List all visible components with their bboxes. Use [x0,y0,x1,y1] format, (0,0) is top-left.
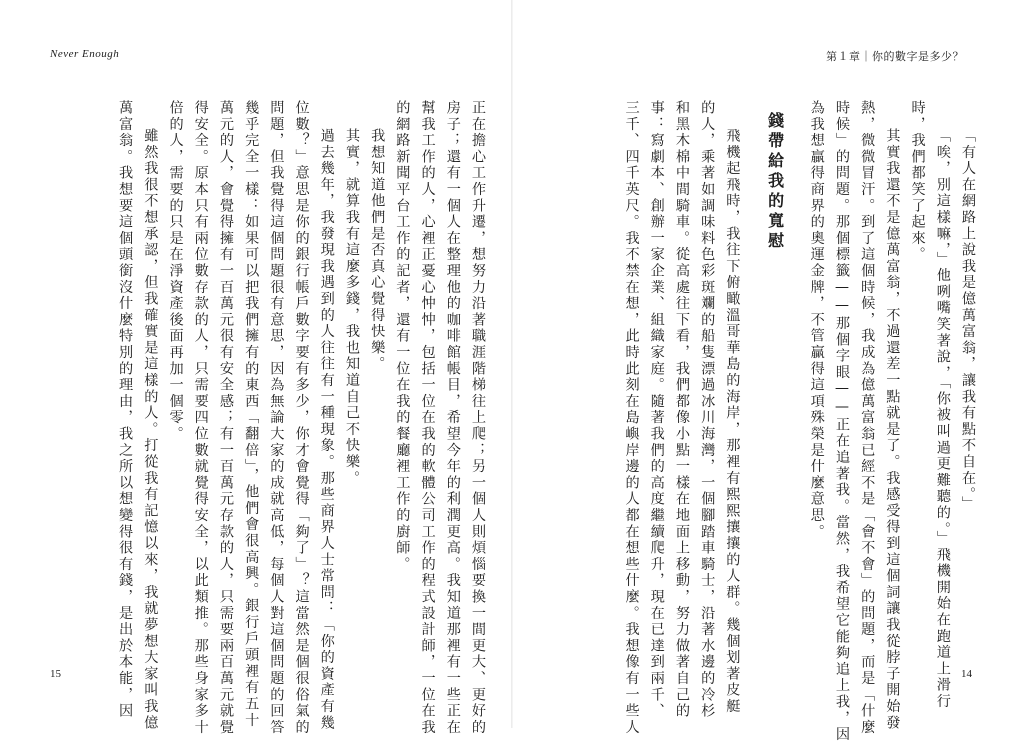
left-page-number: 15 [50,668,61,680]
text-column: 時候」的問題。那個標籤——那個字眼——正在追著我。當然，我希望它能夠追上我，因 [833,100,850,743]
text-column: 其實我還不是億萬富翁，不過還差一點就是了。我感受得到這個詞讓我從脖子開始發 [884,128,901,732]
text-column: 幾乎完全一樣：如果可以把我們擁有的東西「翻倍」，他們會很高興。銀行戶頭裡有五十 [243,100,260,729]
text-column: 萬元的人，會覺得擁有一百萬元很有安全感；有一百萬元存款的人，只需要兩百萬元就覺 [217,100,234,736]
text-column: 為我想贏得商界的奧運金牌，不管贏得這項殊榮是什麼意思。 [808,100,825,541]
text-column: 其實，就算我有這麼多錢，我也知道自己不快樂。 [343,128,360,487]
text-column: 和黑木棉中間騎車。從高處往下看，我們都像小點一樣在地面上移動，努力做著自己的 [673,100,690,720]
text-column: 熱，微微冒汗。到了這個時候，我成為億萬富翁已經不是「會不會」的問題，而是「什麼 [859,100,876,736]
text-column: 雖然我很不想承認，但我確實是這樣的人。打從我有記憶以來，我就夢想大家叫我億 [142,128,159,732]
right-running-head: 第１章｜你的數字是多少？ [826,50,964,63]
right-page [512,0,1024,743]
text-column: 萬富翁。我想要這個頭銜沒什麼特別的理由，我之所以想變得很有錢，是出於本能，因 [117,100,134,720]
text-column: 的網路新聞平台工作的記者，還有一位在我的餐廳裡工作的廚師。 [394,100,411,573]
left-page [0,0,512,736]
text-column: 「有人在網路上說我是億萬富翁，讓我有點不自在。」 [960,128,976,513]
text-column: 飛機起飛時，我往下俯瞰溫哥華島的海岸，那裡有熙熙攘攘的人群。幾個划著皮艇 [724,128,741,716]
text-column: 得安全。原本只有兩位數存款的人，只需要四位數就覺得安全，以此類推。那些身家多十 [192,100,209,736]
text-column: 位數？」意思是你的銀行帳戶數字要有多少，你才會覺得「夠了」？這當然是個很俗氣的 [293,100,310,736]
text-column: 事：寫劇本、創辦一家企業、組織家庭。隨著我們的高度繼續爬升，現在已達到兩千、 [648,100,665,720]
text-column: 正在擔心工作升遷，想努力沿著職涯階梯往上爬；另一個人則煩惱要換一間更大、更好的 [470,100,486,736]
text-column: 三千、四千英尺。我不禁在想，此時此刻在島嶼岸邊的人都在想些什麼。我想像有一些人 [623,100,640,736]
section-title: 錢帶給我的寬慰 [765,112,785,252]
text-column: 問題，但我覺得這個問題很有意思，因為無論大家的成就高低，每個人對這個問題的回答 [268,100,285,736]
text-column: 的人，乘著如調味料色彩斑斕的船隻漂過冰川海灣，一個腳踏車騎士，沿著水邊的冷杉 [699,100,716,720]
text-column: 房子；還有一個人在整理他的咖啡館帳目，希望今年的利潤更高。我知道那裡有一些正在 [444,100,461,736]
text-column: 「唉，別這樣嘛，」他咧嘴笑著說，「你被叫過更難聽的。」飛機開始在跑道上滑行 [934,128,951,711]
text-column: 幫我工作的人，心裡正憂心忡忡，包括一位在我的軟體公司工作的程式設計師，一位在我 [419,100,436,736]
left-running-head: Never Enough [50,48,120,60]
text-column: 我想知道他們是否真心覺得快樂。 [369,128,386,373]
text-column: 倍的人，需要的只是在淨資產後面再加一個零。 [167,100,184,443]
text-column: 時，我們都笑了起來。 [909,100,926,263]
right-page-number: 14 [961,668,972,680]
text-column: 過去幾年，我發現我遇到的人往往有一種現象。那些商界人士常問：「你的資產有幾 [318,128,335,732]
